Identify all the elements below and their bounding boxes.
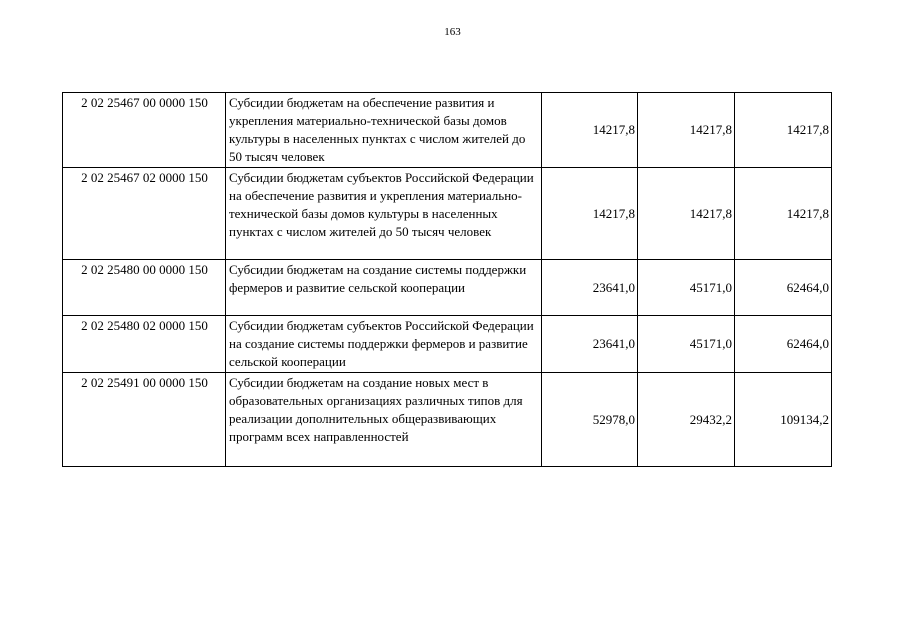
amount-cell-2: 29432,2	[638, 373, 735, 467]
description-cell: Субсидии бюджетам на создание новых мест в образовательных организациях различных типов для реализации дополнительных общеразвивающих программ всех направленностей	[226, 373, 542, 467]
budget-table	[62, 92, 832, 467]
amount-cell-2: 45171,0	[638, 260, 735, 316]
amount-cell-2: 14217,8	[638, 93, 735, 168]
budget-code-cell: 2 02 25467 00 0000 150	[63, 93, 226, 168]
amount-cell-2: 14217,8	[638, 168, 735, 260]
amount-cell-3: 109134,2	[735, 373, 832, 467]
table-row	[63, 373, 832, 467]
table-row	[63, 316, 832, 373]
amount-cell-1: 23641,0	[542, 316, 638, 373]
description-cell: Субсидии бюджетам на создание системы поддержки фермеров и развитие сельской кооперации	[226, 260, 542, 316]
table-row	[63, 168, 832, 260]
amount-cell-1: 14217,8	[542, 168, 638, 260]
budget-code-cell: 2 02 25480 00 0000 150	[63, 260, 226, 316]
amount-cell-3: 14217,8	[735, 168, 832, 260]
amount-cell-2: 45171,0	[638, 316, 735, 373]
table-row	[63, 93, 832, 168]
description-cell: Субсидии бюджетам субъектов Российской Федерации на обеспечение развития и укрепления материально-технической базы домов культуры в населенных пунктах с числом жителей до 50 тысяч человек	[226, 168, 542, 260]
amount-cell-1: 23641,0	[542, 260, 638, 316]
budget-code-cell: 2 02 25480 02 0000 150	[63, 316, 226, 373]
amount-cell-1: 52978,0	[542, 373, 638, 467]
budget-code-cell: 2 02 25491 00 0000 150	[63, 373, 226, 467]
description-cell: Субсидии бюджетам субъектов Российской Федерации на создание системы поддержки фермеров и развитие сельской кооперации	[226, 316, 542, 373]
budget-code-cell: 2 02 25467 02 0000 150	[63, 168, 226, 260]
table-row	[63, 260, 832, 316]
amount-cell-3: 62464,0	[735, 316, 832, 373]
amount-cell-1: 14217,8	[542, 93, 638, 168]
amount-cell-3: 62464,0	[735, 260, 832, 316]
description-cell: Субсидии бюджетам на обеспечение развития и укрепления материально-технической базы домов культуры в населенных пунктах с числом жителей до 50 тысяч человек	[226, 93, 542, 168]
amount-cell-3: 14217,8	[735, 93, 832, 168]
page-number: 163	[444, 26, 461, 38]
